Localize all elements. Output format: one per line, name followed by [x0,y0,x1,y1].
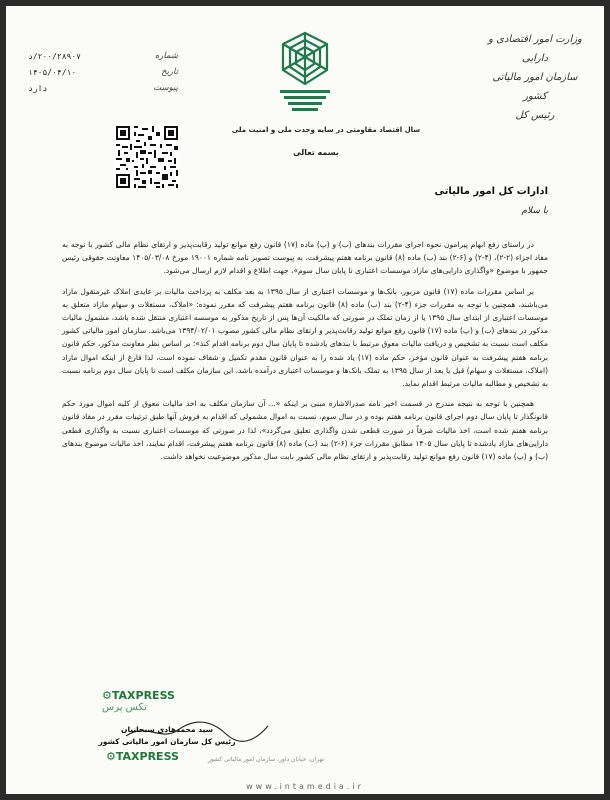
body-paragraph: بر اساس مقررات ماده (۱۷) قانون مزبور، بانک‌ها و موسسات اعتباری از سال ۱۳۹۵ به بعد مکلف به پرداخت مالیات بر عایدی املاک غیرمنقول مازاد می‌باشند، همچنین با توجه به مقررات جزء (۴-۲) بند (ب) ماده (۸) قانون برنامه هفتم پیشرفت که مقرر نموده: «املاک، مستغلات و سهام مازاد متعلق به موسسات اعتباری از ابتدای سال ۱۳۹۵ یا از زمان تملک در صورتی که مالکیت آن‌ها پس از تاریخ مذکور به موسسه اعتباری منتقل شده باشد، مشمول مالیات مذکور در بندهای (ب) و (پ) ماده (۱۷) قانون رفع موانع تولید رقابت‌پذیر و ارتقای نظام مالی کشور مصوب ۱۳۹۴/۰۲/۰۱ می‌باشد. سازمان امور مالیاتی کشور مکلف است نسبت به تشخیص و دریافت مالیات معوق مرتبط با بندهای یادشده تا پایان سال دوم برنامه اقدام کند»؛ بر اساس نظر معاونت مذکور، حکم قانون برنامه هفتم پیشرفت به عنوان قانون مؤخر، حکم ماده (۱۷) یاد شده را به عنوان قانون مقدم تکمیل و شفاف نموده است، لذا فارغ از اینکه اموال مازاد (املاک، مستغلات و سهام) قبل یا بعد از سال ۱۳۹۵ به تملک بانک‌ها و موسسات اعتباری درآمده باشد، این سازمان مکلف است تا پایان سال دوم برنامه نسبت به تشخیص و مطالبه مالیات مرتبط اقدام نماید. [62,286,549,389]
number-label: شماره [154,51,178,61]
letter-sheet [6,6,604,794]
watermark-text-fa: تکس پرس [102,702,147,713]
year-slogan: سال اقتصاد مقاومتی در سایه وحدت ملی و امنیت ملی [231,126,421,134]
ministry-line: سازمان امور مالیاتی کشور [492,72,578,102]
signature-block [92,724,242,748]
ministry-line: وزارت امور اقتصادی و دارایی [488,34,582,64]
attachment-row [28,80,178,96]
greeting: با سلام [521,206,548,216]
letter-metadata [28,48,178,96]
watermark-text: TAXPRESS [115,750,179,763]
body-paragraph: همچنین با توجه به نتیجه مندرج در قسمت اخیر نامه صدرالاشاره مبنی بر اینکه «... آن سازمان مکلف به اخذ مالیات معوق از کلیه اموال مورد حکم قانونگذار تا پایان سال دوم اجرای قانون برنامه هفتم بوده و در سال سوم، نسبت به اموال مشمولی که اقدام به فروش آنها طبق ترتیبات مقرر در مفاد قانون برنامه هفتم شده است، اخذ مالیات صرفاً در صورت قطعی شدن واگذاری تعلیق می‌گردد»، لذا در صورتی که موسسات اعتباری نسبت به واگذاری قطعی دارایی‌های مازاد یادشده تا پایان سال ۱۴۰۵ مطابق مقررات جزء (۶-۲) بند (ب) ماده (۸) قانون برنامه هفتم پیشرفت، اقدام نمایند، اخذ مالیات موضوع بندهای (ب) و (پ) ماده (۱۷) قانون رفع موانع تولید رقابت‌پذیر و ارتقای نظام مالی کشور بابت سال مذکور موضوعیت نخواهد داشت. [62,399,548,462]
signer-title: رئیس کل سازمان امور مالیاتی کشور [98,737,236,746]
number-row [28,48,178,64]
ministry-header [480,30,590,125]
attachment-value: دارد [28,83,48,93]
addressee: ادارات کل امور مالیاتی [434,186,548,197]
footer-url: www.intamedia.ir [246,782,364,791]
watermark-logo-icon: ⚙ [106,750,116,763]
letter-body [62,238,548,470]
footer-address: تهران، خیابان داور، سازمان امور مالیاتی کشور [208,756,324,763]
date-row [28,64,178,80]
date-label: تاریخ [161,67,178,77]
watermark-brand [102,690,175,713]
date-value: ۱۴۰۵/۰۴/۱۰ [28,67,77,77]
watermark-text: TAXPRESS [111,689,175,702]
bismillah: بسمه تعالی [293,148,339,157]
qr-code-icon [114,124,180,190]
body-paragraph: در راستای رفع ابهام پیرامون نحوه اجرای مقررات بندهای (ب) و (پ) ماده (۱۷) قانون رفع موانع تولید رقابت‌پذیر و ارتقای نظام مالی کشور با توجه به مفاد اجزاء (۲-۲)، (۴-۲) و (۶-۲) بند (ب) ماده (۸) قانون برنامه هفتم پیشرفت، به پیوست تصویر نامه شماره ۱۹۰۰۱ مورخ ۱۴۰۵/۰۳/۰۸ معاونت حقوقی رئیس جمهور با موضوع «واگذاری دارایی‌های مازاد موسسات اعتباری تا پایان سال سوم»، جهت اطلاع و اقدام لازم ارسال می‌شود. [62,240,548,276]
watermark-logo-icon: ⚙ [102,689,112,702]
attachment-label: پیوست [153,83,178,93]
signer-name: سید محمدهادی سبحانیان [121,725,213,734]
ministry-line: رئیس کل [515,110,555,121]
number-value: ۲۰۰/۲۸۹۰۷/د [28,51,81,61]
tax-organization-logo-icon [276,30,334,112]
